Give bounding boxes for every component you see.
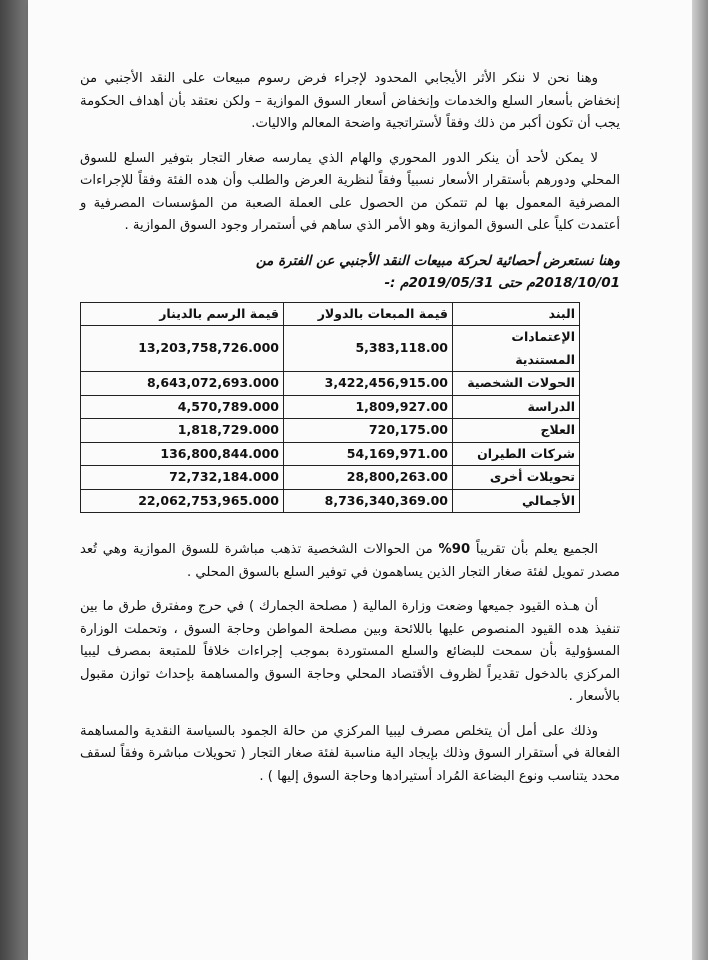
paragraph-3 bbox=[80, 539, 620, 584]
paragraph-1: وهنا نحن لا ننكر الأثر الأيجابي المحدود لإجراء فرض رسوم مبيعات على النقد الأجنبي من إنخفاض بأسعار السلع والخدمات وإنخفاض أسعار السوق الموازية – ولكن نعتقد بأن أهداف الحكومة يجب أن تكون أكبر من ذلك وفقاً لأستراتجية واضحة المعالم والاليات. bbox=[80, 71, 620, 131]
table-row bbox=[81, 395, 580, 419]
total-lyd: 22,062,753,965.000 bbox=[81, 489, 284, 513]
date-until-word: حتى bbox=[498, 274, 522, 291]
total-usd: 8,736,340,369.00 bbox=[284, 489, 453, 513]
row-usd: 54,169,971.00 bbox=[284, 442, 453, 466]
header-usd-value: قيمة المبعات بالدولار bbox=[284, 302, 453, 326]
row-lyd: 72,732,184.000 bbox=[81, 466, 284, 490]
row-item: الدراسة bbox=[453, 395, 580, 419]
paragraph-4: أن هـذه القيود جميعها وضعت وزارة المالية ( مصلحة الجمارك ) في حرج ومفترق طرق ما بين تنفيذ هده القيود المنصوص عليها باللائحة وبين مصلحة المواطن وحاجة السوق ، وتحملت الوزارة المسؤولية بأن سمحت للبضائع والسلع المستوردة بموجب إجراءات خلافاً للمتبعة بمصرف ليبيا المركزي بالدخول تقديراً لظروف الأقتصاد المحلي وحاجة السوق والمساهمة بإحداث توازن مقبول بالأسعار . bbox=[80, 599, 620, 704]
header-item: البند bbox=[453, 302, 580, 326]
background-right-edge bbox=[692, 0, 708, 960]
table-row bbox=[81, 419, 580, 443]
row-item: تحويلات أخرى bbox=[453, 466, 580, 490]
background-left-edge bbox=[0, 0, 28, 960]
row-usd: 1,809,927.00 bbox=[284, 395, 453, 419]
row-item: الحولات الشخصية bbox=[453, 372, 580, 396]
paragraph-2: لا يمكن لأحد أن ينكر الدور المحوري والهام الذي يمارسه صغار التجار بتوفير السلع للسوق المحلي ودورهم بأستقرار الأسعار نسبياً وفقاً لنظرية العرض والطلب وأن هده الفئة وفقاً للإجراءات المصرفية المعمول بها لم تتمكن من الحصول على العملة الصعبة من المؤسسات المصرفية و أعتمدت كلياً على السوق الموازية وهو الأمر الذي ساهم في أستمرار وجود السوق الموازية . bbox=[80, 150, 620, 233]
paragraph-3-end: من الحوالات الشخصية تذهب مباشرة للسوق الموازية وهي تُعد مصدر تمويل لفئة صغار التجار الذين يساهمون في توفير السلع بالسوق المحلي . bbox=[80, 542, 620, 580]
row-usd: 3,422,456,915.00 bbox=[284, 372, 453, 396]
heading-dates bbox=[384, 275, 620, 291]
table-total-row bbox=[81, 489, 580, 513]
statistics-heading bbox=[80, 250, 620, 294]
row-item: شركات الطيران bbox=[453, 442, 580, 466]
row-item: الإعتمادات المستندية bbox=[453, 326, 580, 372]
row-item: العلاج bbox=[453, 419, 580, 443]
row-lyd: 136,800,844.000 bbox=[81, 442, 284, 466]
date-to: 2019/05/31م bbox=[400, 274, 494, 291]
table-row bbox=[81, 466, 580, 490]
row-usd: 5,383,118.00 bbox=[284, 326, 453, 372]
heading-suffix: :- bbox=[384, 274, 396, 291]
row-lyd: 4,570,789.000 bbox=[81, 395, 284, 419]
row-lyd: 1,818,729.000 bbox=[81, 419, 284, 443]
table-row bbox=[81, 326, 580, 372]
row-lyd: 13,203,758,726.000 bbox=[81, 326, 284, 372]
paragraph-5: وذلك على أمل أن يتخلص مصرف ليبيا المركزي من حالة الجمود بالسياسة النقدية والمساهمة الفعالة في أستقرار السوق وذلك بإيجاد الية مناسبة لفئة صغار التجار ( تحويلات مباشرة وفقاً لسقف محدد يتناسب ونوع البضاعة المُراد أستيرادها وحاجة السوق إليها ) . bbox=[80, 723, 620, 784]
table-header-row bbox=[81, 302, 580, 326]
heading-line: وهنا نستعرض أحصائية لحركة مبيعات النقد الأجنبي عن الفترة من bbox=[255, 252, 620, 269]
row-lyd: 8,643,072,693.000 bbox=[81, 372, 284, 396]
table-row bbox=[81, 442, 580, 466]
table-row bbox=[81, 372, 580, 396]
header-lyd-fee: قيمة الرسم بالدينار bbox=[81, 302, 284, 326]
total-label: الأجمالي bbox=[453, 489, 580, 513]
percent-value: 90% bbox=[438, 542, 471, 557]
date-from: 2018/10/01م bbox=[526, 274, 620, 291]
row-usd: 720,175.00 bbox=[284, 419, 453, 443]
paragraph-3-start: الجميع يعلم بأن تقريباً bbox=[470, 542, 598, 557]
row-usd: 28,800,263.00 bbox=[284, 466, 453, 490]
sales-statistics-table bbox=[80, 302, 580, 514]
document-body bbox=[80, 68, 620, 800]
